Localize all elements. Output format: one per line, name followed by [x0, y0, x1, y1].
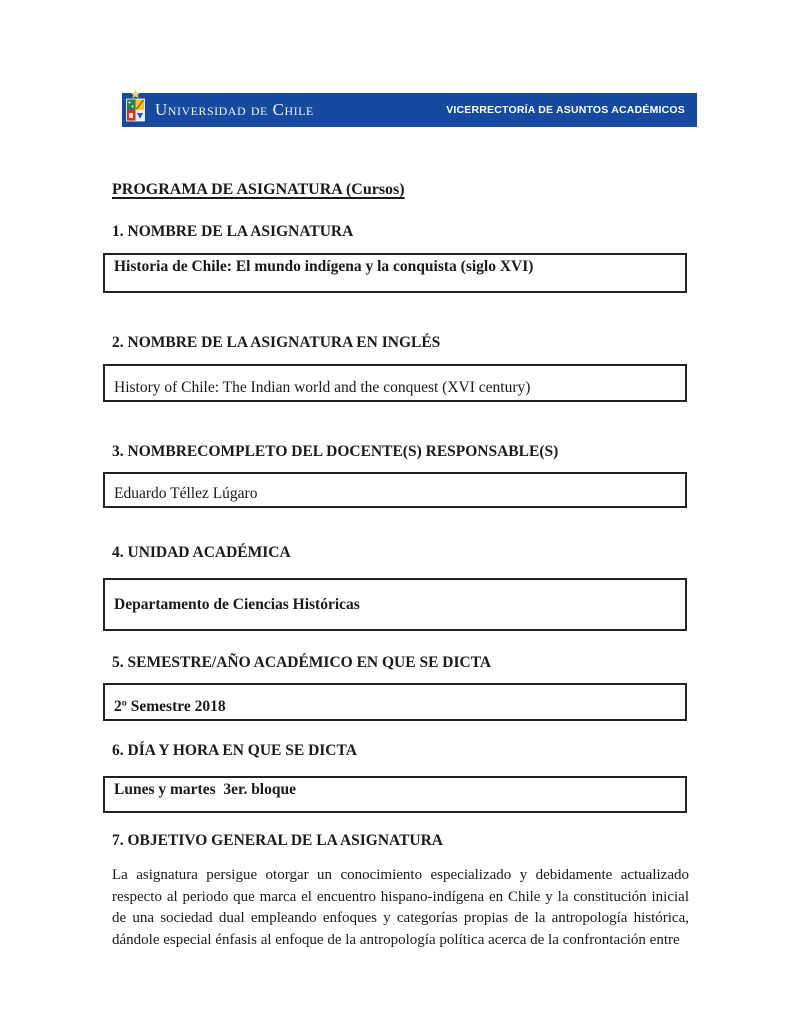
section-3-heading: 3. NOMBRECOMPLETO DEL DOCENTE(S) RESPONSABLE(S) — [112, 443, 559, 460]
university-name: Universidad de Chile — [155, 100, 314, 119]
course-name-en: History of Chile: The Indian world and the conquest (XVI century) — [114, 379, 531, 396]
section-5-heading: 5. SEMESTRE/AÑO ACADÉMICO EN QUE SE DICTA — [112, 654, 492, 671]
section-7-heading: 7. OBJETIVO GENERAL DE LA ASIGNATURA — [112, 832, 444, 849]
document-content — [103, 177, 687, 951]
page-title: PROGRAMA DE ASIGNATURA (Cursos) — [112, 181, 405, 198]
university-crest-icon — [125, 89, 146, 127]
header-banner — [122, 93, 697, 127]
section-2-value-box — [103, 364, 687, 402]
section-6-value-box — [103, 776, 687, 813]
section-4-value-box — [103, 578, 687, 631]
section-5-value-box — [103, 683, 687, 721]
section-1-value-box — [103, 253, 687, 293]
section-2-heading: 2. NOMBRE DE LA ASIGNATURA EN INGLÉS — [112, 334, 441, 351]
dia-hora: Lunes y martes 3er. bloque — [114, 781, 296, 798]
docente-name: Eduardo Téllez Lúgaro — [114, 485, 258, 502]
course-name-es: Historia de Chile: El mundo indígena y la conquista (siglo XVI) — [114, 258, 534, 275]
section-6-heading: 6. DÍA Y HORA EN QUE SE DICTA — [112, 742, 357, 759]
section-4-heading: 4. UNIDAD ACADÉMICA — [112, 544, 291, 561]
section-3-value-box — [103, 472, 687, 508]
unidad-academica: Departamento de Ciencias Históricas — [114, 595, 360, 613]
semestre-ano: 2º Semestre 2018 — [114, 698, 226, 715]
objective-paragraph: La asignatura persigue otorgar un conocimiento especializado y debidamente actualizado respecto al periodo que marca el encuentro hispano-indígena en Chile y la constitución inicial de una sociedad dual empleando enfoques y categorías propias de la antropología histórica, dándole especial énfasis al enfoque de la antropología política acerca de la confrontación entre — [112, 867, 689, 948]
section-1-heading: 1. NOMBRE DE LA ASIGNATURA — [112, 223, 354, 240]
vicerrectoria-label: VICERRECTORÍA DE ASUNTOS ACADÉMICOS — [446, 104, 685, 116]
